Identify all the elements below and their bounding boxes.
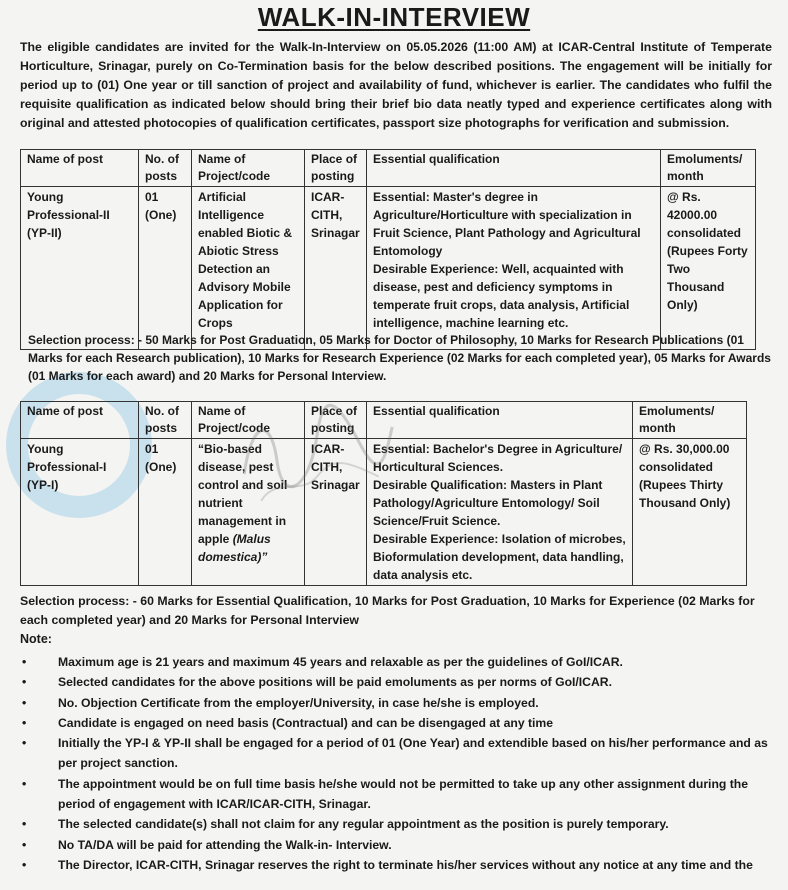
bullet-icon: • bbox=[22, 736, 27, 751]
list-item: • The appointment would be on full time basis he/she would not be permitted to take up any other assignment during the period of engagement with ICAR/ICAR-CITH, Srinagar. bbox=[20, 774, 772, 815]
header-cell: Name of post bbox=[21, 150, 139, 187]
notes-list bbox=[20, 652, 772, 875]
bullet-icon: • bbox=[22, 695, 27, 710]
essential-qualification: Essential: Master's degree in Agriculture/Horticulture with specialization in Fruit Science, Plant Pathology and Agricultural Entomology bbox=[373, 190, 641, 258]
header-cell: Name of Project/code bbox=[192, 150, 305, 187]
table-header-row bbox=[21, 150, 756, 187]
header-cell: Essential qualification bbox=[367, 402, 633, 439]
qualification-cell bbox=[367, 439, 633, 586]
list-item: • The selected candidate(s) shall not claim for any regular appointment as the position is purely temporary. bbox=[20, 814, 772, 834]
project-cell: Artificial Intelligence enabled Biotic & Abiotic Stress Detection an Advisory Mobile Application for Crops bbox=[192, 187, 305, 350]
header-cell: No. of posts bbox=[139, 402, 192, 439]
bullet-icon: • bbox=[22, 857, 27, 872]
selection-process-yp2: Selection process: - 50 Marks for Post Graduation, 05 Marks for Doctor of Philosophy, 10 Marks for Research Publications (01 Marks for each Research publication), 10 Marks for Research Experience (02 Marks for each completed year), 05 Marks for Awards (01 Marks for each award) and 20 Marks for Personal Interview. bbox=[28, 333, 771, 383]
list-item: • Candidate is engaged on need basis (Contractual) and can be disengaged at any time bbox=[20, 713, 772, 733]
header-cell: Place of posting bbox=[305, 150, 367, 187]
list-item: • Selected candidates for the above positions will be paid emoluments as per norms of GoI/ICAR. bbox=[20, 672, 772, 692]
bullet-icon: • bbox=[22, 675, 27, 690]
emoluments-cell: @ Rs. 42000.00 consolidated (Rupees Forty Two Thousand Only) bbox=[661, 187, 756, 350]
desirable-experience: Desirable Experience: Isolation of microbes, Bioformulation development, data handling, data analysis etc. bbox=[373, 532, 626, 582]
intro-paragraph: The eligible candidates are invited for the Walk-In-Interview on 05.05.2026 (11:00 AM) at ICAR-Central Institute of Temperate Horticulture, Srinagar, purely on Co-Termination basis for the below described positions. The engagement will be initially for period up to (01) One year or till sanction of project and availability of fund, whichever is earlier. The candidates who fulfil the requisite qualification as indicated below should bring their brief bio data neatly typed and experience certificates along with original and attested photocopies of qualification certificates, passport size photographs for verification and submission. bbox=[20, 40, 772, 130]
bullet-icon: • bbox=[22, 817, 27, 832]
header-cell: Emoluments/ month bbox=[661, 150, 756, 187]
list-item: • Maximum age is 21 years and maximum 45 years and relaxable as per the guidelines of GoI/ICAR. bbox=[20, 652, 772, 672]
bullet-icon: • bbox=[22, 715, 27, 730]
bullet-icon: • bbox=[22, 655, 27, 669]
list-item: • The Director, ICAR-CITH, Srinagar reserves the right to terminate his/her services without any notice at any time and the bbox=[20, 855, 772, 875]
header-cell: Name of post bbox=[21, 402, 139, 439]
table-row bbox=[21, 187, 756, 350]
project-species: (Malus domestica)” bbox=[198, 532, 271, 564]
bullet-icon: • bbox=[22, 837, 27, 852]
place-cell: ICAR-CITH, Srinagar bbox=[305, 187, 367, 350]
place-cell: ICAR-CITH, Srinagar bbox=[305, 439, 367, 586]
qualification-cell bbox=[367, 187, 661, 350]
posts-count-cell: 01 (One) bbox=[139, 187, 192, 350]
bullet-icon: • bbox=[22, 776, 27, 791]
desirable-qualification: Desirable Qualification: Masters in Plant Pathology/Agriculture Entomology/ Soil Science/Fruit Science. bbox=[373, 478, 603, 528]
posts-count-cell: 01 (One) bbox=[139, 439, 192, 586]
list-item: • No. Objection Certificate from the employer/University, in case he/she is employed. bbox=[20, 693, 772, 713]
list-item: • Initially the YP-I & YP-II shall be engaged for a period of 01 (One Year) and extendible based on his/her performance and as per project sanction. bbox=[20, 733, 772, 774]
project-title: “Bio-based disease, pest control and soil nutrient management in apple bbox=[198, 442, 288, 546]
header-cell: Emoluments/ month bbox=[633, 402, 747, 439]
list-item: • No TA/DA will be paid for attending the Walk-in- Interview. bbox=[20, 835, 772, 855]
post-name-cell: Young Professional-I (YP-I) bbox=[21, 439, 139, 586]
header-cell: No. of posts bbox=[139, 150, 192, 187]
header-cell: Place of posting bbox=[305, 402, 367, 439]
emoluments-cell: @ Rs. 30,000.00 consolidated (Rupees Thirty Thousand Only) bbox=[633, 439, 747, 586]
selection-process-yp1: Selection process: - 60 Marks for Essential Qualification, 10 Marks for Post Graduation, 10 Marks for Experience (02 Marks for each completed year) and 20 Marks for Personal Interview bbox=[20, 594, 755, 627]
yp2-table bbox=[20, 149, 756, 350]
desirable-experience: Desirable Experience: Well, acquainted with disease, pest and deficiency symptoms in temperate fruit crops, data analysis, Artificial intelligence, machine learning etc. bbox=[373, 262, 630, 330]
essential-qualification: Essential: Bachelor's Degree in Agriculture/ Horticultural Sciences. bbox=[373, 442, 623, 474]
post-name-cell: Young Professional-II (YP-II) bbox=[21, 187, 139, 350]
header-cell: Essential qualification bbox=[367, 150, 661, 187]
note-heading: Note: bbox=[20, 632, 52, 646]
page-title: WALK-IN-INTERVIEW bbox=[257, 2, 531, 32]
header-cell: Name of Project/code bbox=[192, 402, 305, 439]
